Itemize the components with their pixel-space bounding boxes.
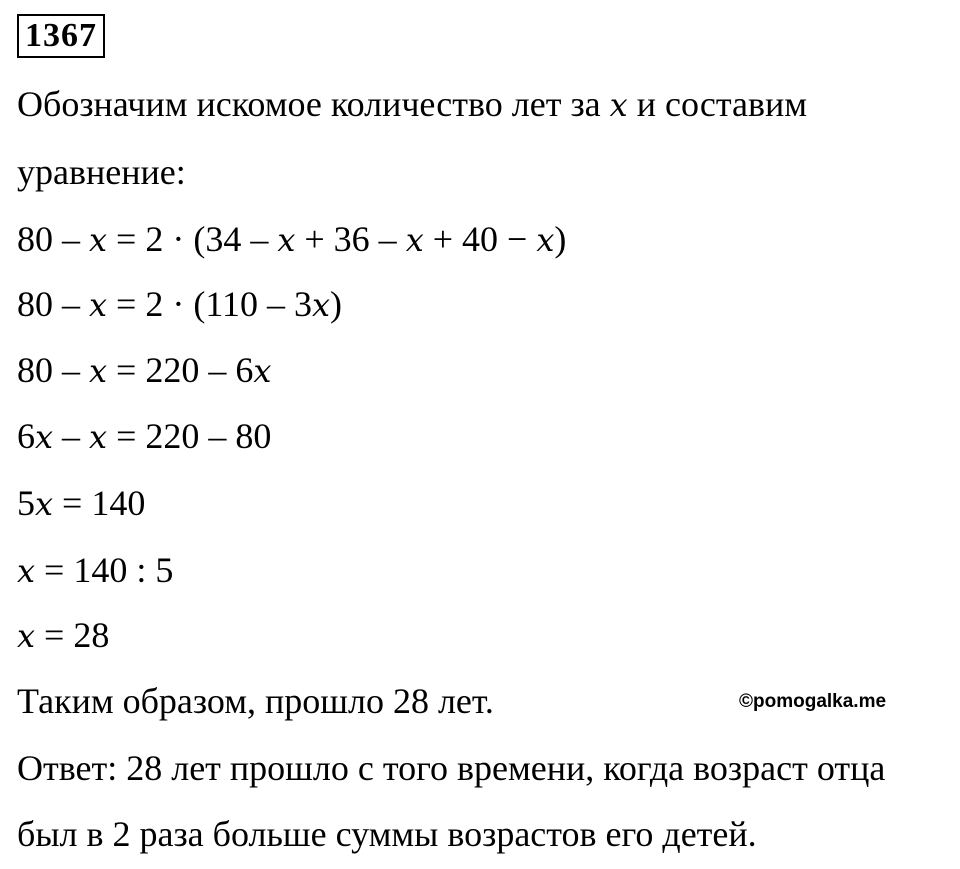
intro-text-b: и составим bbox=[627, 84, 808, 124]
variable-x: x bbox=[536, 221, 555, 259]
eq-part: 6 bbox=[17, 416, 35, 456]
variable-x: x bbox=[35, 418, 54, 456]
variable-x: x bbox=[17, 617, 36, 655]
conclusion-text: Таким образом, прошло 28 лет. bbox=[17, 681, 494, 721]
variable-x: x bbox=[277, 221, 296, 259]
variable-x: x bbox=[609, 86, 628, 124]
eq-part: = 28 bbox=[35, 615, 110, 655]
eq-part: = 140 bbox=[53, 483, 146, 523]
intro-text-a: Обозначим искомое количество лет за bbox=[17, 84, 610, 124]
equation-2 bbox=[17, 282, 342, 327]
equation-4 bbox=[17, 414, 271, 459]
eq-part: = 220 – 6 bbox=[107, 350, 254, 390]
eq-part: ) bbox=[330, 284, 343, 324]
eq-part: – bbox=[53, 416, 90, 456]
intro-line-1 bbox=[17, 82, 807, 127]
variable-x: x bbox=[17, 552, 36, 590]
eq-part: + 40 − bbox=[423, 219, 537, 259]
watermark: ©pomogalka.me bbox=[739, 691, 887, 712]
eq-part: + 36 – bbox=[295, 219, 406, 259]
variable-x: x bbox=[35, 485, 54, 523]
answer-line-2: был в 2 раза больше суммы возрастов его детей. bbox=[17, 814, 757, 854]
eq-part: 80 – bbox=[17, 284, 89, 324]
eq-part: = 220 – 80 bbox=[107, 416, 272, 456]
eq-part: = 2 · (110 – 3 bbox=[107, 284, 312, 324]
eq-part: 80 – bbox=[17, 350, 89, 390]
equation-3 bbox=[17, 348, 271, 393]
equation-1 bbox=[17, 217, 566, 262]
eq-part: ) bbox=[554, 219, 567, 259]
problem-number: 1367 bbox=[17, 14, 105, 58]
equation-7 bbox=[17, 613, 109, 658]
equation-6 bbox=[17, 548, 173, 593]
answer-line-1: Ответ: 28 лет прошло с того времени, когда возраст отца bbox=[17, 748, 886, 788]
variable-x: x bbox=[405, 221, 424, 259]
variable-x: x bbox=[89, 352, 108, 390]
variable-x: x bbox=[89, 221, 108, 259]
variable-x: x bbox=[89, 286, 108, 324]
intro-line-2: уравнение: bbox=[17, 152, 186, 192]
eq-part: 5 bbox=[17, 483, 35, 523]
equation-5 bbox=[17, 481, 145, 526]
variable-x: x bbox=[253, 352, 272, 390]
eq-part: = 140 : 5 bbox=[35, 550, 174, 590]
variable-x: x bbox=[312, 286, 331, 324]
eq-part: = 2 · (34 – bbox=[107, 219, 278, 259]
eq-part: 80 – bbox=[17, 219, 89, 259]
variable-x: x bbox=[89, 418, 108, 456]
